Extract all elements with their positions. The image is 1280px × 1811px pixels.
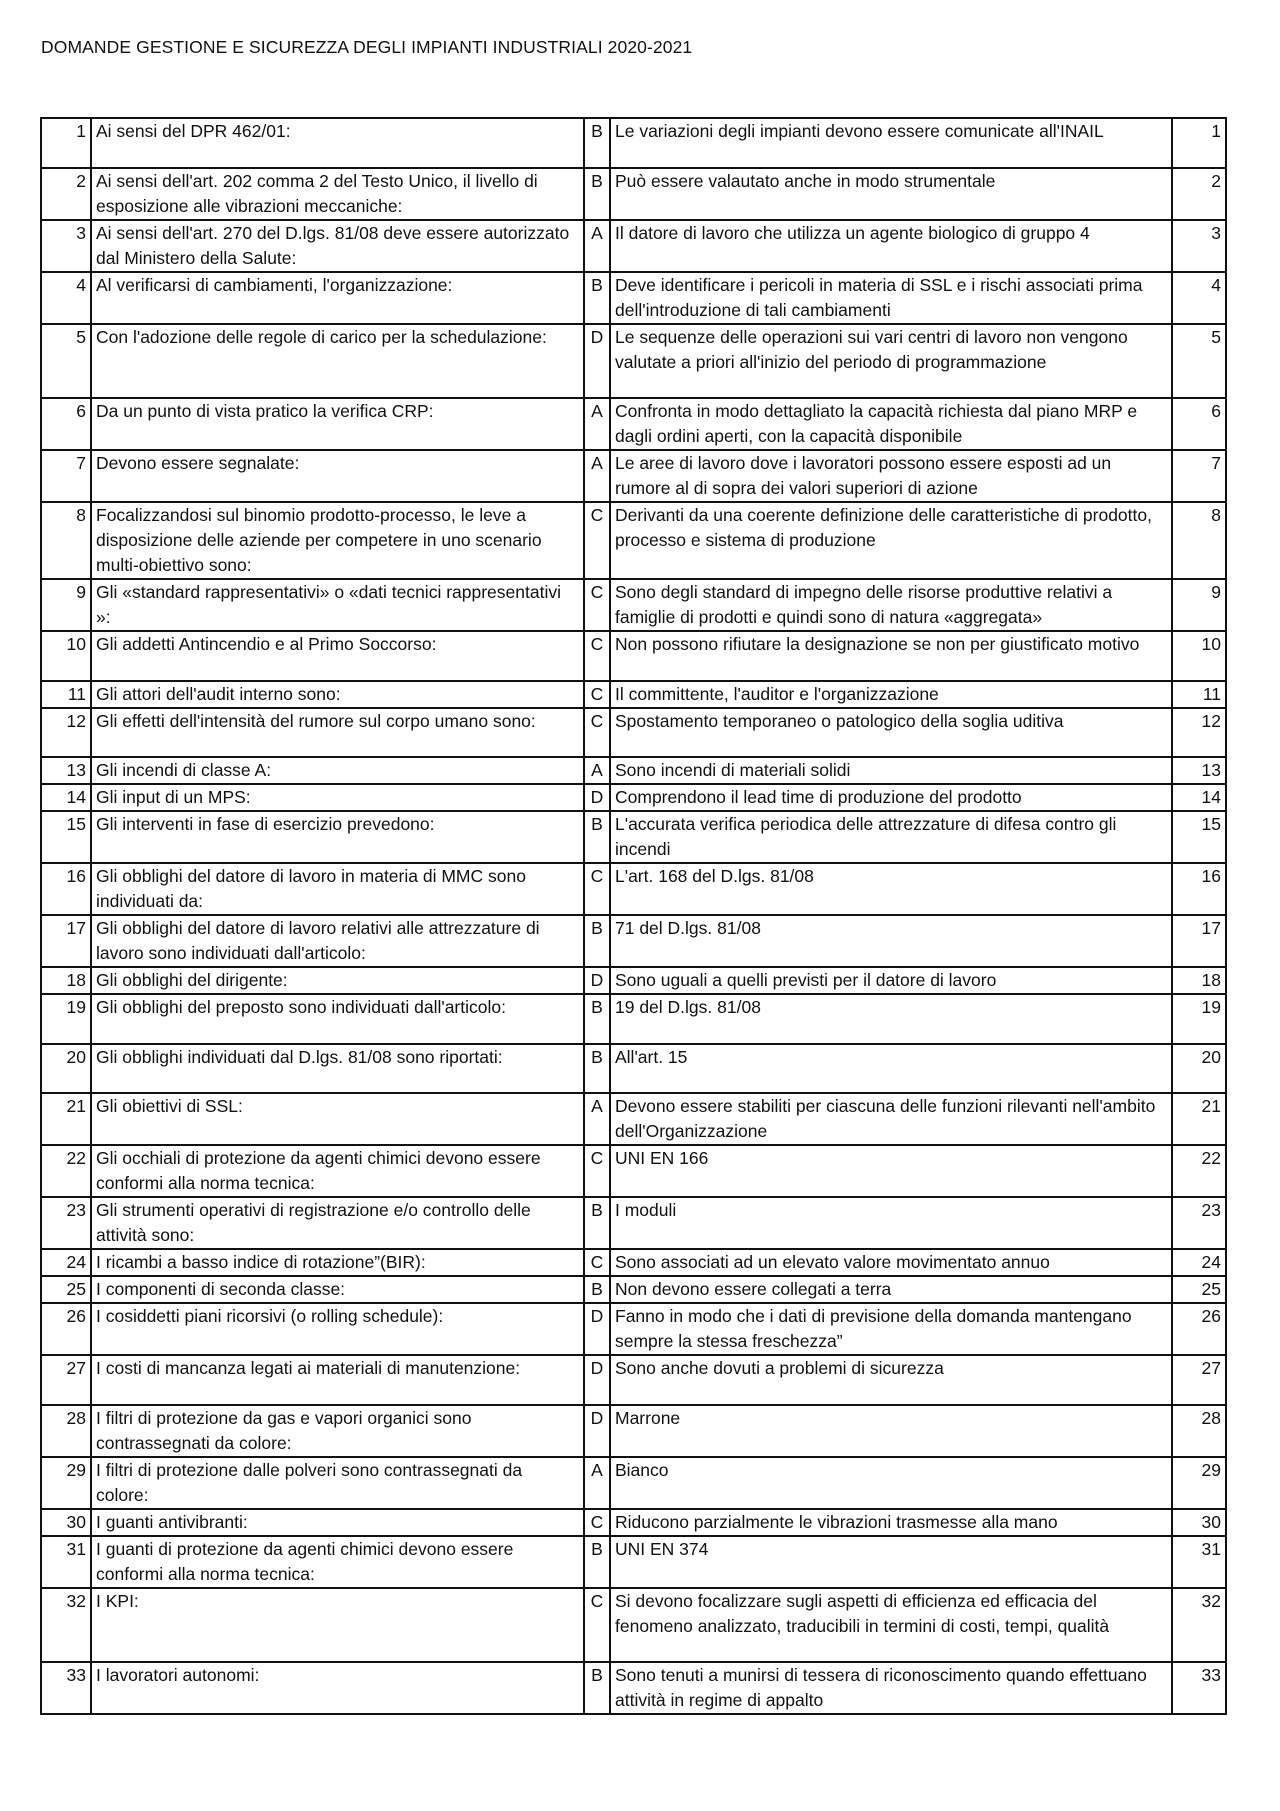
answer-letter: C: [584, 863, 610, 915]
page-title: DOMANDE GESTIONE E SICUREZZA DEGLI IMPIANTI INDUSTRIALI 2020-2021: [41, 37, 693, 57]
answer-text: Il datore di lavoro che utilizza un agente biologico di gruppo 4: [610, 220, 1172, 272]
answer-text: Sono uguali a quelli previsti per il datore di lavoro: [610, 967, 1172, 994]
question-text: I guanti antivibranti:: [91, 1509, 584, 1536]
question-text: Gli obblighi del datore di lavoro relativi alle attrezzature di lavoro sono individuati dall'articolo:: [91, 915, 584, 967]
question-text: Gli incendi di classe A:: [91, 757, 584, 784]
answer-text: I moduli: [610, 1197, 1172, 1249]
answer-letter: A: [584, 1457, 610, 1509]
row-number: 2: [1172, 168, 1226, 220]
answer-text: 19 del D.lgs. 81/08: [610, 994, 1172, 1044]
answer-text: Non devono essere collegati a terra: [610, 1276, 1172, 1303]
question-number: 21: [41, 1093, 91, 1145]
answer-text: Marrone: [610, 1405, 1172, 1457]
answer-text: Non possono rifiutare la designazione se non per giustificato motivo: [610, 631, 1172, 681]
row-number: 17: [1172, 915, 1226, 967]
question-text: Gli occhiali di protezione da agenti chimici devono essere conformi alla norma tecnica:: [91, 1145, 584, 1197]
question-text: Devono essere segnalate:: [91, 450, 584, 502]
answer-letter: D: [584, 1303, 610, 1355]
question-text: I lavoratori autonomi:: [91, 1662, 584, 1714]
row-number: 26: [1172, 1303, 1226, 1355]
questions-table: [40, 117, 1227, 1715]
answer-text: Deve identificare i pericoli in materia di SSL e i rischi associati prima dell'introduzione di tali cambiamenti: [610, 272, 1172, 324]
question-number: 22: [41, 1145, 91, 1197]
row-number: 30: [1172, 1509, 1226, 1536]
answer-letter: D: [584, 324, 610, 398]
row-number: 32: [1172, 1588, 1226, 1662]
row-number: 18: [1172, 967, 1226, 994]
table-row: [41, 1145, 1226, 1197]
table-row: [41, 118, 1226, 168]
table-row: [41, 1276, 1226, 1303]
question-number: 9: [41, 579, 91, 631]
question-text: I cosiddetti piani ricorsivi (o rolling schedule):: [91, 1303, 584, 1355]
table-row: [41, 220, 1226, 272]
question-text: Gli input di un MPS:: [91, 784, 584, 811]
question-text: I ricambi a basso indice di rotazione”(BIR):: [91, 1249, 584, 1276]
row-number: 12: [1172, 708, 1226, 758]
question-text: Gli obblighi del dirigente:: [91, 967, 584, 994]
table-row: [41, 272, 1226, 324]
question-number: 4: [41, 272, 91, 324]
answer-letter: B: [584, 915, 610, 967]
answer-letter: B: [584, 1044, 610, 1094]
answer-letter: D: [584, 1355, 610, 1405]
answer-text: Sono degli standard di impegno delle risorse produttive relativi a famiglie di prodotti e quindi sono di natura «aggregata»: [610, 579, 1172, 631]
table-row: [41, 579, 1226, 631]
answer-letter: C: [584, 1509, 610, 1536]
row-number: 14: [1172, 784, 1226, 811]
table-row: [41, 994, 1226, 1044]
question-number: 8: [41, 502, 91, 579]
row-number: 11: [1172, 681, 1226, 708]
question-number: 13: [41, 757, 91, 784]
answer-text: UNI EN 166: [610, 1145, 1172, 1197]
table-row: [41, 967, 1226, 994]
answer-letter: C: [584, 1588, 610, 1662]
question-number: 16: [41, 863, 91, 915]
answer-text: Sono tenuti a munirsi di tessera di riconoscimento quando effettuano attività in regime di appalto: [610, 1662, 1172, 1714]
row-number: 24: [1172, 1249, 1226, 1276]
question-text: Gli obiettivi di SSL:: [91, 1093, 584, 1145]
answer-letter: B: [584, 272, 610, 324]
question-text: Ai sensi dell'art. 202 comma 2 del Testo Unico, il livello di esposizione alle vibrazioni meccaniche:: [91, 168, 584, 220]
question-text: Ai sensi dell'art. 270 del D.lgs. 81/08 deve essere autorizzato dal Ministero della Salute:: [91, 220, 584, 272]
answer-letter: C: [584, 1249, 610, 1276]
answer-text: Sono associati ad un elevato valore movimentato annuo: [610, 1249, 1172, 1276]
question-number: 20: [41, 1044, 91, 1094]
question-text: I componenti di seconda classe:: [91, 1276, 584, 1303]
question-text: Gli obblighi del preposto sono individuati dall'articolo:: [91, 994, 584, 1044]
answer-text: Fanno in modo che i dati di previsione della domanda mantengano sempre la stessa freschezza”: [610, 1303, 1172, 1355]
row-number: 13: [1172, 757, 1226, 784]
question-number: 32: [41, 1588, 91, 1662]
table-row: [41, 708, 1226, 758]
question-number: 7: [41, 450, 91, 502]
question-number: 3: [41, 220, 91, 272]
row-number: 15: [1172, 811, 1226, 863]
table-row: [41, 1303, 1226, 1355]
answer-letter: A: [584, 398, 610, 450]
table-row: [41, 784, 1226, 811]
question-number: 26: [41, 1303, 91, 1355]
question-text: I KPI:: [91, 1588, 584, 1662]
question-text: I guanti di protezione da agenti chimici devono essere conformi alla norma tecnica:: [91, 1536, 584, 1588]
answer-text: Sono anche dovuti a problemi di sicurezza: [610, 1355, 1172, 1405]
answer-letter: C: [584, 708, 610, 758]
table-row: [41, 1457, 1226, 1509]
question-number: 12: [41, 708, 91, 758]
table-row: [41, 1588, 1226, 1662]
question-text: I costi di mancanza legati ai materiali di manutenzione:: [91, 1355, 584, 1405]
question-text: Gli addetti Antincendio e al Primo Soccorso:: [91, 631, 584, 681]
answer-letter: B: [584, 1536, 610, 1588]
row-number: 21: [1172, 1093, 1226, 1145]
answer-letter: B: [584, 994, 610, 1044]
answer-letter: A: [584, 1093, 610, 1145]
row-number: 27: [1172, 1355, 1226, 1405]
question-number: 11: [41, 681, 91, 708]
question-number: 2: [41, 168, 91, 220]
question-number: 19: [41, 994, 91, 1044]
question-number: 14: [41, 784, 91, 811]
answer-text: Può essere valautato anche in modo strumentale: [610, 168, 1172, 220]
question-text: Da un punto di vista pratico la verifica CRP:: [91, 398, 584, 450]
answer-text: Comprendono il lead time di produzione del prodotto: [610, 784, 1172, 811]
question-text: Gli interventi in fase di esercizio prevedono:: [91, 811, 584, 863]
answer-text: Riducono parzialmente le vibrazioni trasmesse alla mano: [610, 1509, 1172, 1536]
question-number: 23: [41, 1197, 91, 1249]
question-text: Gli obblighi del datore di lavoro in materia di MMC sono individuati da:: [91, 863, 584, 915]
row-number: 23: [1172, 1197, 1226, 1249]
question-text: Gli attori dell'audit interno sono:: [91, 681, 584, 708]
table-row: [41, 1355, 1226, 1405]
row-number: 7: [1172, 450, 1226, 502]
question-text: Gli «standard rappresentativi» o «dati tecnici rappresentativi »:: [91, 579, 584, 631]
question-text: Focalizzandosi sul binomio prodotto-processo, le leve a disposizione delle aziende per competere in uno scenario multi-obiettivo sono:: [91, 502, 584, 579]
question-number: 6: [41, 398, 91, 450]
table-row: [41, 1662, 1226, 1714]
table-row: [41, 324, 1226, 398]
answer-text: Le variazioni degli impianti devono essere comunicate all'INAIL: [610, 118, 1172, 168]
answer-text: Sono incendi di materiali solidi: [610, 757, 1172, 784]
answer-letter: C: [584, 579, 610, 631]
question-number: 33: [41, 1662, 91, 1714]
question-number: 1: [41, 118, 91, 168]
row-number: 6: [1172, 398, 1226, 450]
row-number: 25: [1172, 1276, 1226, 1303]
answer-letter: A: [584, 220, 610, 272]
question-number: 15: [41, 811, 91, 863]
answer-text: UNI EN 374: [610, 1536, 1172, 1588]
row-number: 33: [1172, 1662, 1226, 1714]
row-number: 22: [1172, 1145, 1226, 1197]
question-text: I filtri di protezione dalle polveri sono contrassegnati da colore:: [91, 1457, 584, 1509]
question-text: Gli effetti dell'intensità del rumore sul corpo umano sono:: [91, 708, 584, 758]
question-text: Al verificarsi di cambiamenti, l'organizzazione:: [91, 272, 584, 324]
row-number: 1: [1172, 118, 1226, 168]
answer-letter: D: [584, 967, 610, 994]
table-row: [41, 1536, 1226, 1588]
answer-text: Le aree di lavoro dove i lavoratori possono essere esposti ad un rumore al di sopra dei valori superiori di azione: [610, 450, 1172, 502]
answer-letter: B: [584, 1662, 610, 1714]
question-number: 31: [41, 1536, 91, 1588]
table-row: [41, 398, 1226, 450]
question-number: 27: [41, 1355, 91, 1405]
answer-text: Derivanti da una coerente definizione delle caratteristiche di prodotto, processo e sistema di produzione: [610, 502, 1172, 579]
answer-text: Confronta in modo dettagliato la capacità richiesta dal piano MRP e dagli ordini aperti, con la capacità disponibile: [610, 398, 1172, 450]
answer-text: Le sequenze delle operazioni sui vari centri di lavoro non vengono valutate a priori all'inizio del periodo di programmazione: [610, 324, 1172, 398]
question-number: 24: [41, 1249, 91, 1276]
row-number: 20: [1172, 1044, 1226, 1094]
table-row: [41, 757, 1226, 784]
answer-letter: B: [584, 1197, 610, 1249]
answer-text: Si devono focalizzare sugli aspetti di efficienza ed efficacia del fenomeno analizzato, traducibili in termini di costi, tempi, qualità: [610, 1588, 1172, 1662]
question-number: 25: [41, 1276, 91, 1303]
question-number: 28: [41, 1405, 91, 1457]
answer-text: Il committente, l'auditor e l'organizzazione: [610, 681, 1172, 708]
answer-letter: B: [584, 1276, 610, 1303]
answer-letter: C: [584, 1145, 610, 1197]
answer-letter: A: [584, 757, 610, 784]
answer-letter: C: [584, 681, 610, 708]
table-row: [41, 1509, 1226, 1536]
answer-text: 71 del D.lgs. 81/08: [610, 915, 1172, 967]
row-number: 8: [1172, 502, 1226, 579]
question-number: 5: [41, 324, 91, 398]
question-number: 30: [41, 1509, 91, 1536]
answer-text: L'accurata verifica periodica delle attrezzature di difesa contro gli incendi: [610, 811, 1172, 863]
table-row: [41, 681, 1226, 708]
question-text: Ai sensi del DPR 462/01:: [91, 118, 584, 168]
answer-text: Bianco: [610, 1457, 1172, 1509]
answer-letter: D: [584, 1405, 610, 1457]
answer-letter: C: [584, 631, 610, 681]
table-row: [41, 450, 1226, 502]
row-number: 3: [1172, 220, 1226, 272]
question-text: I filtri di protezione da gas e vapori organici sono contrassegnati da colore:: [91, 1405, 584, 1457]
answer-letter: B: [584, 168, 610, 220]
table-row: [41, 1197, 1226, 1249]
row-number: 29: [1172, 1457, 1226, 1509]
answer-text: L'art. 168 del D.lgs. 81/08: [610, 863, 1172, 915]
table-row: [41, 1405, 1226, 1457]
row-number: 10: [1172, 631, 1226, 681]
table-row: [41, 811, 1226, 863]
row-number: 5: [1172, 324, 1226, 398]
table-row: [41, 631, 1226, 681]
row-number: 16: [1172, 863, 1226, 915]
question-number: 29: [41, 1457, 91, 1509]
question-number: 17: [41, 915, 91, 967]
row-number: 9: [1172, 579, 1226, 631]
row-number: 28: [1172, 1405, 1226, 1457]
table-row: [41, 502, 1226, 579]
answer-letter: A: [584, 450, 610, 502]
question-text: Gli strumenti operativi di registrazione e/o controllo delle attività sono:: [91, 1197, 584, 1249]
row-number: 4: [1172, 272, 1226, 324]
row-number: 19: [1172, 994, 1226, 1044]
answer-text: Spostamento temporaneo o patologico della soglia uditiva: [610, 708, 1172, 758]
answer-text: Devono essere stabiliti per ciascuna delle funzioni rilevanti nell'ambito dell'Organizzazione: [610, 1093, 1172, 1145]
answer-letter: C: [584, 502, 610, 579]
table-row: [41, 1249, 1226, 1276]
table-row: [41, 168, 1226, 220]
table-row: [41, 1093, 1226, 1145]
answer-letter: B: [584, 811, 610, 863]
question-text: Gli obblighi individuati dal D.lgs. 81/08 sono riportati:: [91, 1044, 584, 1094]
answer-letter: D: [584, 784, 610, 811]
answer-text: All'art. 15: [610, 1044, 1172, 1094]
question-number: 18: [41, 967, 91, 994]
answer-letter: B: [584, 118, 610, 168]
question-number: 10: [41, 631, 91, 681]
table-row: [41, 863, 1226, 915]
row-number: 31: [1172, 1536, 1226, 1588]
question-text: Con l'adozione delle regole di carico per la schedulazione:: [91, 324, 584, 398]
table-row: [41, 915, 1226, 967]
table-row: [41, 1044, 1226, 1094]
